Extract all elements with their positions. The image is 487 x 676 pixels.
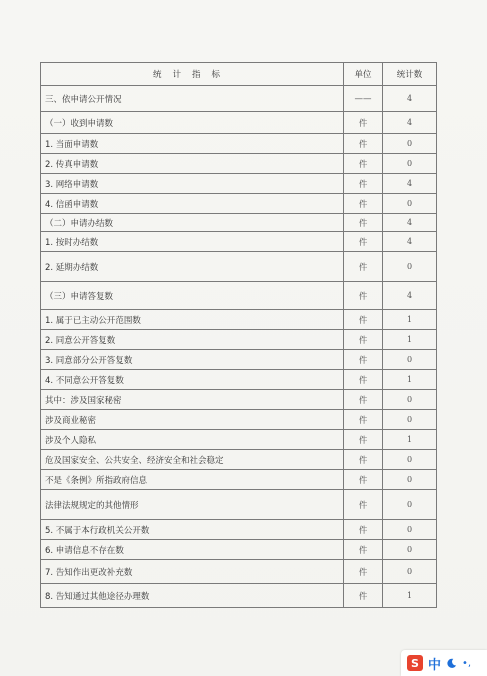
row-unit: 件 [344, 584, 383, 608]
table-row [41, 450, 437, 470]
row-unit: —— [344, 86, 383, 112]
row-unit: 件 [344, 174, 383, 194]
row-label: 法律法规规定的其他情形 [41, 490, 344, 520]
row-unit: 件 [344, 490, 383, 520]
row-label: 2. 传真申请数 [41, 154, 344, 174]
row-unit: 件 [344, 282, 383, 310]
row-label: 其中：涉及国家秘密 [41, 390, 344, 410]
row-count: 0 [383, 470, 437, 490]
row-label: 不是《条例》所指政府信息 [41, 470, 344, 490]
row-unit: 件 [344, 390, 383, 410]
row-label: 4. 信函申请数 [41, 194, 344, 214]
table-row [41, 410, 437, 430]
row-label: 1. 当面申请数 [41, 134, 344, 154]
row-count: 0 [383, 450, 437, 470]
row-label: 2. 延期办结数 [41, 252, 344, 282]
row-label: 5. 不属于本行政机关公开数 [41, 520, 344, 540]
header-unit: 单位 [344, 63, 383, 86]
row-unit: 件 [344, 154, 383, 174]
ime-language-toggle[interactable]: 中 [428, 657, 442, 673]
row-unit: 件 [344, 470, 383, 490]
table-row [41, 560, 437, 584]
row-label: 涉及个人隐私 [41, 430, 344, 450]
row-label: （三）申请答复数 [41, 282, 344, 310]
table-row [41, 112, 437, 134]
row-unit: 件 [344, 560, 383, 584]
table-row [41, 430, 437, 450]
row-count: 0 [383, 154, 437, 174]
row-label: 8. 告知通过其他途径办理数 [41, 584, 344, 608]
row-label: 三、依申请公开情况 [41, 86, 344, 112]
row-label: 7. 告知作出更改补充数 [41, 560, 344, 584]
row-unit: 件 [344, 370, 383, 390]
row-count: 4 [383, 112, 437, 134]
row-label: 1. 属于已主动公开范围数 [41, 310, 344, 330]
row-unit: 件 [344, 232, 383, 252]
row-unit: 件 [344, 410, 383, 430]
table-row [41, 490, 437, 520]
row-label: （一）收到申请数 [41, 112, 344, 134]
row-unit: 件 [344, 430, 383, 450]
row-count: 1 [383, 330, 437, 350]
header-count: 统计数 [383, 63, 437, 86]
table-row [41, 194, 437, 214]
table-row [41, 86, 437, 112]
row-count: 4 [383, 174, 437, 194]
table-row [41, 252, 437, 282]
table-row [41, 540, 437, 560]
row-count: 1 [383, 430, 437, 450]
table-row [41, 390, 437, 410]
moon-icon[interactable] [446, 658, 457, 669]
row-label: （二）申请办结数 [41, 214, 344, 232]
statistics-table [40, 62, 437, 608]
table-row [41, 470, 437, 490]
row-count: 1 [383, 584, 437, 608]
row-count: 0 [383, 490, 437, 520]
row-count: 4 [383, 214, 437, 232]
row-unit: 件 [344, 310, 383, 330]
row-unit: 件 [344, 350, 383, 370]
row-count: 0 [383, 134, 437, 154]
row-label: 危及国家安全、公共安全、经济安全和社会稳定 [41, 450, 344, 470]
row-unit: 件 [344, 330, 383, 350]
row-unit: 件 [344, 450, 383, 470]
row-label: 6. 申请信息不存在数 [41, 540, 344, 560]
row-count: 0 [383, 390, 437, 410]
table-row [41, 330, 437, 350]
row-unit: 件 [344, 112, 383, 134]
row-unit: 件 [344, 194, 383, 214]
row-label: 3. 网络申请数 [41, 174, 344, 194]
row-count: 0 [383, 410, 437, 430]
row-count: 4 [383, 282, 437, 310]
row-count: 0 [383, 350, 437, 370]
row-count: 0 [383, 252, 437, 282]
table-header-row [41, 63, 437, 86]
table-row [41, 584, 437, 608]
row-count: 0 [383, 194, 437, 214]
row-unit: 件 [344, 214, 383, 232]
row-label: 2. 同意公开答复数 [41, 330, 344, 350]
ime-punctuation-toggle[interactable]: •, [462, 657, 472, 669]
row-count: 0 [383, 540, 437, 560]
row-count: 4 [383, 86, 437, 112]
table-row [41, 370, 437, 390]
ime-logo-icon[interactable]: S [407, 655, 423, 671]
row-label: 4. 不同意公开答复数 [41, 370, 344, 390]
table-row [41, 134, 437, 154]
table-row [41, 282, 437, 310]
row-unit: 件 [344, 134, 383, 154]
row-unit: 件 [344, 520, 383, 540]
ime-toolbar[interactable] [401, 650, 487, 676]
table-row [41, 232, 437, 252]
table-row [41, 520, 437, 540]
row-count: 0 [383, 520, 437, 540]
row-label: 1. 按时办结数 [41, 232, 344, 252]
row-label: 涉及商业秘密 [41, 410, 344, 430]
table-row [41, 310, 437, 330]
row-count: 4 [383, 232, 437, 252]
header-indicator: 统计指标 [41, 63, 344, 86]
table-row [41, 174, 437, 194]
table-row [41, 214, 437, 232]
row-count: 1 [383, 370, 437, 390]
row-count: 0 [383, 560, 437, 584]
table-row [41, 154, 437, 174]
table-row [41, 350, 437, 370]
row-count: 1 [383, 310, 437, 330]
row-label: 3. 同意部分公开答复数 [41, 350, 344, 370]
row-unit: 件 [344, 540, 383, 560]
row-unit: 件 [344, 252, 383, 282]
